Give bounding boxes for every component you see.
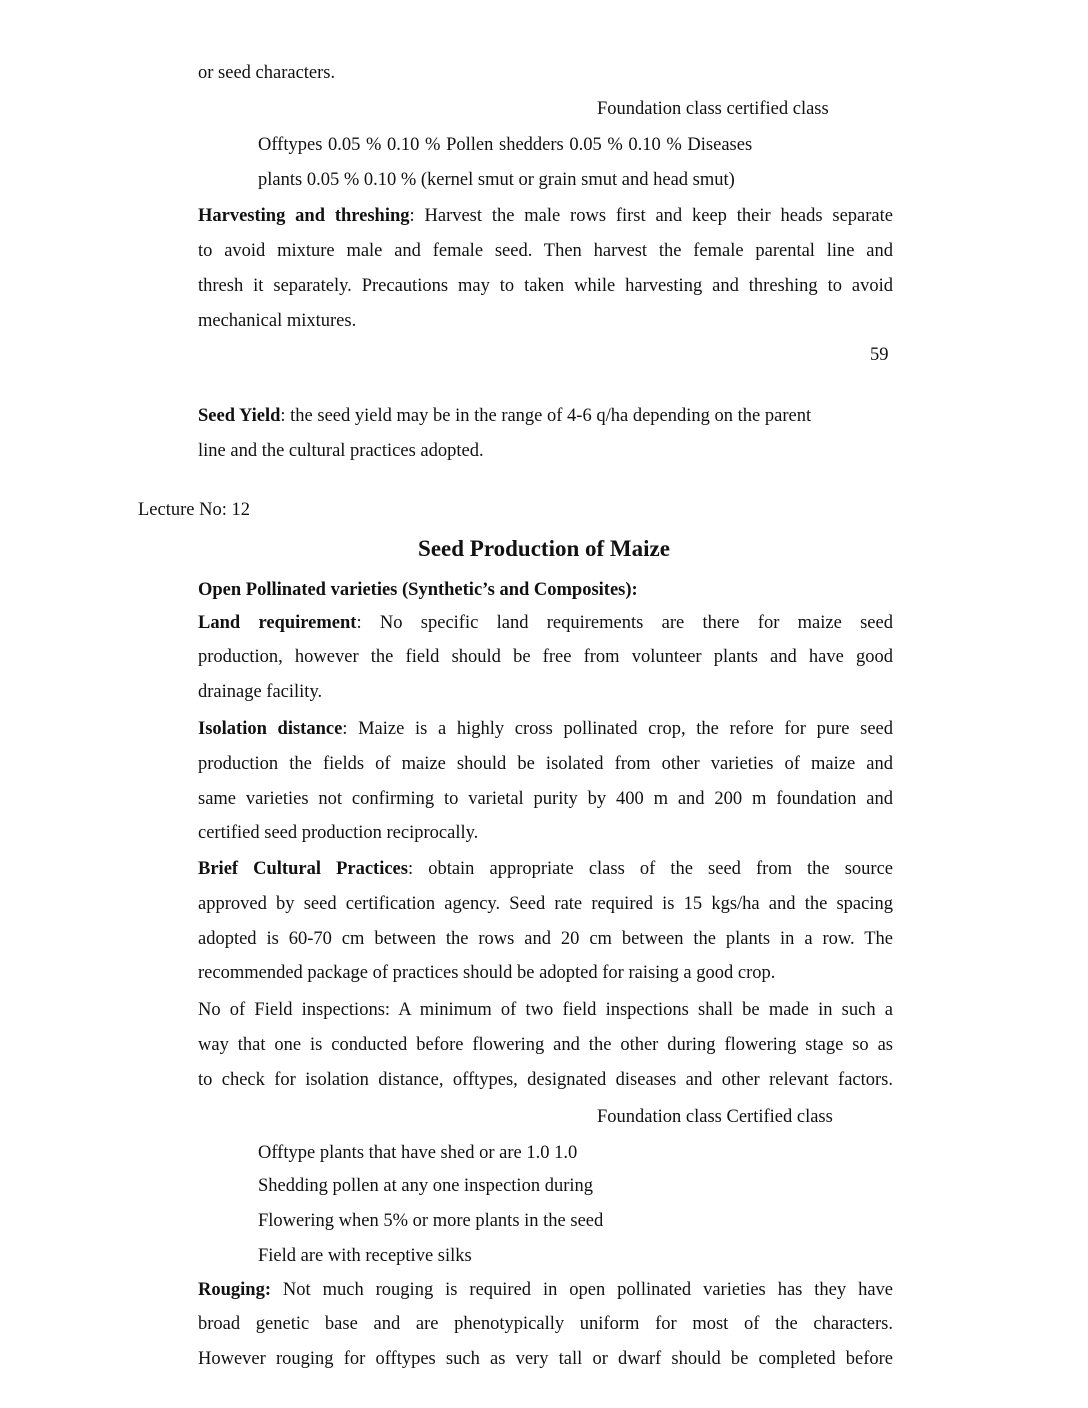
land-paragraph-line: Land requirement: No specific land requirements are there for maize seed (198, 613, 893, 633)
cultural-paragraph-line: Brief Cultural Practices: obtain appropriate class of the seed from the source (198, 859, 894, 879)
paragraph-line: broad genetic base and are phenotypically uniform for most of the characters. (198, 1314, 893, 1334)
paragraph-line: mechanical mixtures. (198, 311, 357, 331)
paragraph-line: production, however the field should be free from volunteer plants and have good (198, 647, 893, 667)
section-subheading: Open Pollinated varieties (Synthetic’s and Composites): (198, 580, 638, 600)
lecture-label: Lecture No: 12 (138, 500, 250, 520)
cultural-heading: Brief Cultural Practices (198, 859, 408, 879)
land-heading: Land requirement (198, 613, 357, 633)
table-row: Offtypes 0.05 % 0.10 % Pollen shedders 0.05 % 0.10 % Diseases (258, 135, 753, 155)
paragraph-line: way that one is conducted before flowering and the other during flowering stage so as (198, 1035, 893, 1055)
table-row: Shedding pollen at any one inspection during (258, 1176, 593, 1196)
table-row: plants 0.05 % 0.10 % (kernel smut or grain smut and head smut) (258, 170, 735, 190)
paragraph-line: line and the cultural practices adopted. (198, 441, 484, 461)
rouging-paragraph-line: Rouging: Not much rouging is required in open pollinated varieties has they have (198, 1280, 893, 1300)
inspections-paragraph-line: No of Field inspections: A minimum of two field inspections shall be made in such a (198, 1000, 893, 1020)
paragraph-line: to avoid mixture male and female seed. Then harvest the female parental line and (198, 241, 893, 261)
table-row: Field are with receptive silks (258, 1246, 472, 1266)
table-row: Flowering when 5% or more plants in the seed (258, 1211, 604, 1231)
table-header: Foundation class certified class (597, 99, 829, 119)
page-title: Seed Production of Maize (418, 536, 670, 561)
seed-yield-line: Seed Yield: the seed yield may be in the range of 4-6 q/ha depending on the parent (198, 406, 812, 426)
paragraph-line: same varieties not confirming to varietal purity by 400 m and 200 m foundation and (198, 789, 893, 809)
table-header: Foundation class Certified class (597, 1107, 833, 1127)
continued-text: or seed characters. (198, 63, 336, 83)
rouging-heading: Rouging: (198, 1280, 271, 1300)
harvesting-heading: Harvesting and threshing (198, 206, 410, 226)
harvesting-paragraph-line: Harvesting and threshing: Harvest the male rows first and keep their heads separate (198, 206, 893, 226)
paragraph-line: thresh it separately. Precautions may to taken while harvesting and threshing to avoid (198, 276, 893, 296)
paragraph-line: drainage facility. (198, 682, 323, 702)
paragraph-line: approved by seed certification agency. Seed rate required is 15 kgs/ha and the spacing (198, 894, 893, 914)
paragraph-line: production the fields of maize should be isolated from other varieties of maize and (198, 754, 893, 774)
seed-yield-heading: Seed Yield (198, 406, 281, 426)
paragraph-line: certified seed production reciprocally. (198, 823, 479, 843)
paragraph-line: adopted is 60-70 cm between the rows and 20 cm between the plants in a row. The (198, 929, 893, 949)
paragraph-line: However rouging for offtypes such as very tall or dwarf should be completed before (198, 1349, 893, 1369)
page-number: 59 (870, 345, 889, 365)
table-row: Offtype plants that have shed or are 1.0 1.0 (258, 1143, 578, 1163)
isolation-paragraph-line: Isolation distance: Maize is a highly cross pollinated crop, the refore for pure seed (198, 719, 893, 739)
isolation-heading: Isolation distance (198, 719, 343, 739)
paragraph-line: to check for isolation distance, offtypes, designated diseases and other relevant factors. (198, 1070, 893, 1090)
paragraph-line: recommended package of practices should be adopted for raising a good crop. (198, 963, 776, 983)
